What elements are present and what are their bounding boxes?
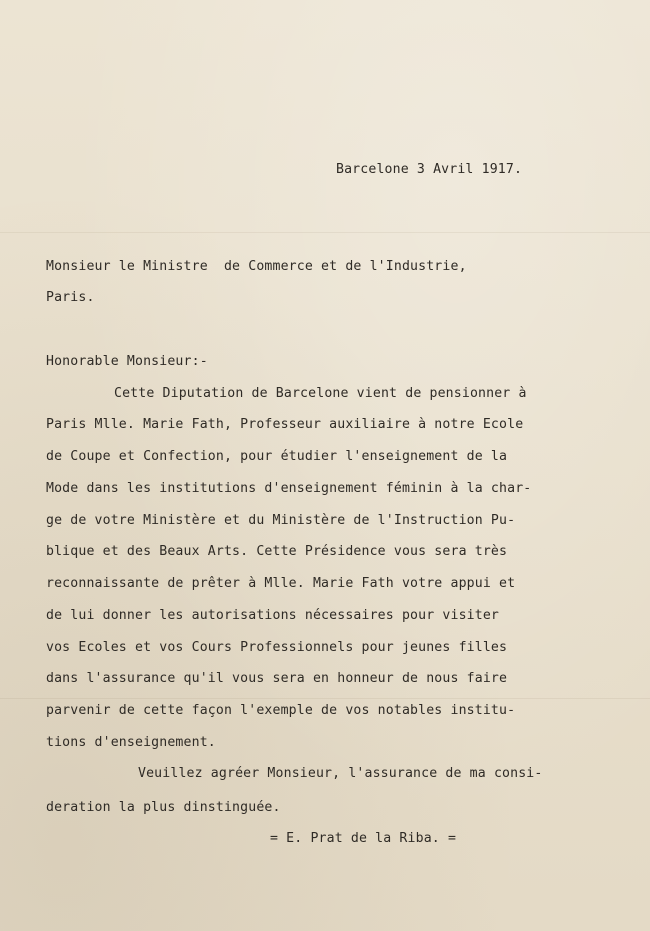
body-line: de Coupe et Confection, pour étudier l'enseignement de la bbox=[46, 449, 508, 464]
closing-line: deration la plus dinstinguée. bbox=[46, 800, 281, 815]
body-line: Cette Diputation de Barcelone vient de pensionner à bbox=[114, 386, 527, 401]
letter-date: Barcelone 3 Avril 1917. bbox=[336, 162, 523, 177]
body-line: de lui donner les autorisations nécessaires pour visiter bbox=[46, 608, 500, 623]
paper-fold-line bbox=[0, 698, 650, 699]
body-line: Mode dans les institutions d'enseignement féminin à la char- bbox=[46, 481, 532, 496]
salutation: Honorable Monsieur:- bbox=[46, 354, 208, 369]
paper-fold-line bbox=[0, 232, 650, 233]
recipient-city: Paris. bbox=[46, 290, 95, 305]
body-line: ge de votre Ministère et du Ministère de l'Instruction Pu- bbox=[46, 513, 516, 528]
closing-line: Veuillez agréer Monsieur, l'assurance de ma consi- bbox=[138, 766, 543, 781]
body-line: Paris Mlle. Marie Fath, Professeur auxiliaire à notre Ecole bbox=[46, 417, 524, 432]
body-line: tions d'enseignement. bbox=[46, 735, 216, 750]
body-line: reconnaissante de prêter à Mlle. Marie Fath votre appui et bbox=[46, 576, 516, 591]
body-line: dans l'assurance qu'il vous sera en honneur de nous faire bbox=[46, 671, 508, 686]
body-line: vos Ecoles et vos Cours Professionnels pour jeunes filles bbox=[46, 640, 508, 655]
recipient-line: Monsieur le Ministre de Commerce et de l'Industrie, bbox=[46, 259, 467, 274]
signature: = E. Prat de la Riba. = bbox=[270, 831, 457, 846]
body-line: blique et des Beaux Arts. Cette Présidence vous sera très bbox=[46, 544, 508, 559]
body-line: parvenir de cette façon l'exemple de vos notables institu- bbox=[46, 703, 516, 718]
